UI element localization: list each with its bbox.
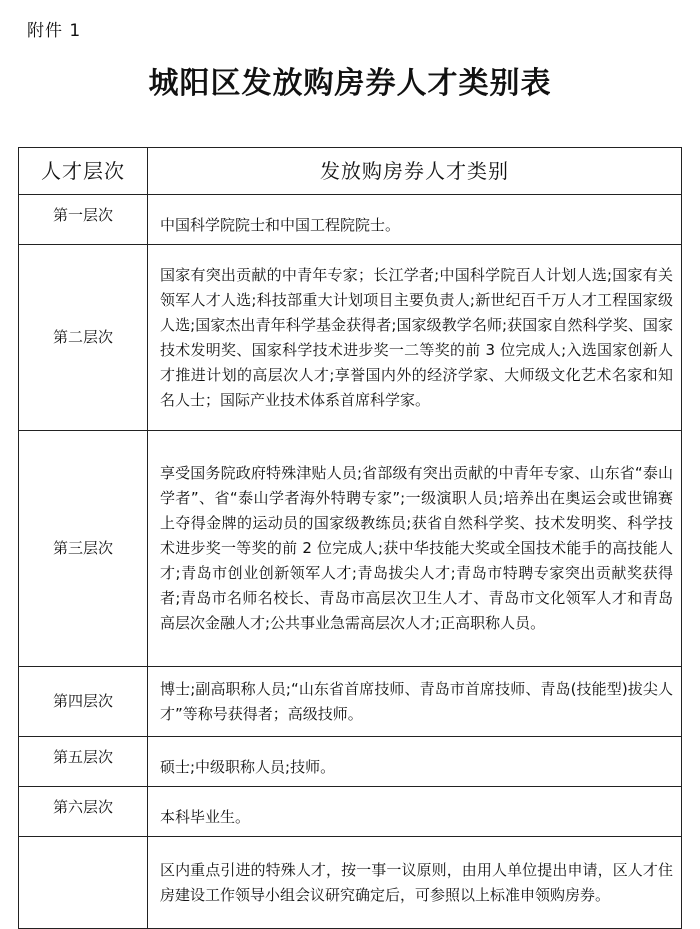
row-level: 第三层次 bbox=[19, 431, 148, 667]
table-row bbox=[19, 737, 682, 787]
attachment-label: 附件 1 bbox=[27, 21, 82, 41]
row-level: 第四层次 bbox=[19, 667, 148, 737]
row-category: 享受国务院政府特殊津贴人员;省部级有突出贡献的中青年专家、山东省“泰山学者”、省“泰山学者海外特聘专家”;一级演职人员;培养出在奥运会或世锦赛上夺得金牌的运动员的国家级教练员;获省自然科学奖、技术发明奖、科学技术进步奖一等奖的前 2 位完成人;获中华技能大奖或全国技术能手的高技能人才;青岛市创业创新领军人才;青岛拔尖人才;青岛市特聘专家突出贡献奖获得者;青岛市名师名校长、青岛市高层次卫生人才、青岛市文化领军人才和青岛高层次金融人才;公共事业急需高层次人才;正高职称人员。 bbox=[148, 431, 682, 667]
row-category: 区内重点引进的特殊人才，按一事一议原则，由用人单位提出申请，区人才住房建设工作领导小组会议研究确定后，可参照以上标准申领购房券。 bbox=[148, 837, 682, 929]
table-header-row bbox=[19, 148, 682, 195]
row-category: 本科毕业生。 bbox=[148, 787, 682, 837]
table-row bbox=[19, 245, 682, 431]
row-category: 博士;副高职称人员;“山东省首席技师、青岛市首席技师、青岛(技能型)拔尖人才”等称号获得者；高级技师。 bbox=[148, 667, 682, 737]
row-level: 第六层次 bbox=[19, 787, 148, 837]
talent-category-table bbox=[18, 147, 682, 929]
row-category: 硕士;中级职称人员;技师。 bbox=[148, 737, 682, 787]
table-row bbox=[19, 837, 682, 929]
header-category: 发放购房券人才类别 bbox=[148, 148, 682, 195]
row-category: 中国科学院院士和中国工程院院士。 bbox=[148, 195, 682, 245]
row-level bbox=[19, 837, 148, 929]
row-level: 第一层次 bbox=[19, 195, 148, 245]
table-row bbox=[19, 195, 682, 245]
row-level: 第二层次 bbox=[19, 245, 148, 431]
row-category: 国家有突出贡献的中青年专家；长江学者;中国科学院百人计划人选;国家有关领军人才人选;科技部重大计划项目主要负责人;新世纪百千万人才工程国家级人选;国家杰出青年科学基金获得者;国家级教学名师;获国家自然科学奖、国家技术发明奖、国家科学技术进步奖一二等奖的前 3 位完成人;入选国家创新人才推进计划的高层次人才;享誉国内外的经济学家、大师级文化艺术名家和知名人士；国际产业技术体系首席科学家。 bbox=[148, 245, 682, 431]
table-row bbox=[19, 787, 682, 837]
table-row bbox=[19, 667, 682, 737]
page-title: 城阳区发放购房券人才类别表 bbox=[148, 66, 552, 101]
header-level: 人才层次 bbox=[19, 148, 148, 195]
table-row bbox=[19, 431, 682, 667]
row-level: 第五层次 bbox=[19, 737, 148, 787]
